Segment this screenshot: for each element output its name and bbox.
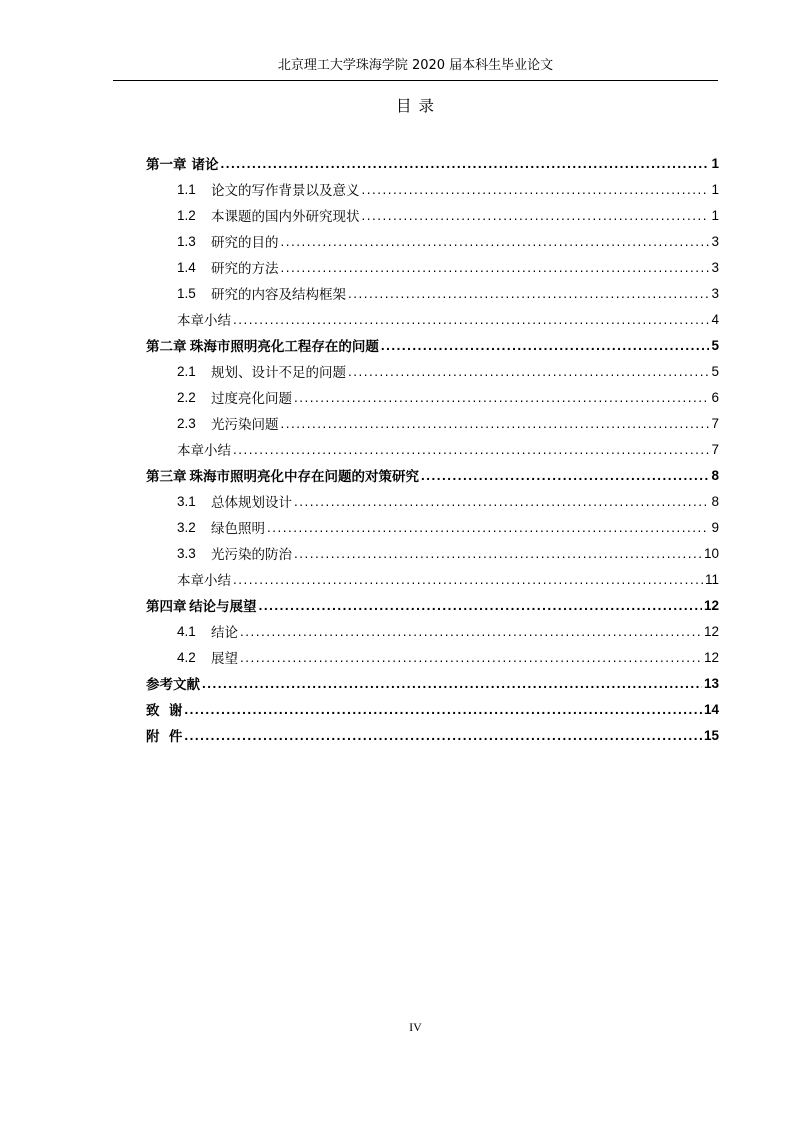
toc-number: 3.1 [177,493,196,509]
toc-label: 总体规划设计 [211,495,292,511]
page-number: IV [409,1020,422,1034]
toc-leader [221,156,710,171]
toc-entry[interactable] [146,280,719,306]
toc-page: 7 [711,441,719,457]
toc-number: 第一章 [146,157,187,172]
toc-leader [421,468,710,483]
toc-page: 1 [711,207,719,223]
toc-number: 4.1 [177,623,196,639]
toc-page: 12 [703,649,719,665]
toc-entry[interactable] [146,540,719,566]
toc-number: 2.1 [177,363,196,379]
toc-leader [294,494,709,509]
toc-number: 1.3 [177,233,196,249]
toc-number: 1.1 [177,181,196,197]
toc-entry[interactable] [146,306,719,332]
toc-leader [348,286,709,301]
toc-label: 诸论 [191,157,219,173]
toc-number: 4.2 [177,649,196,665]
header-rule [113,80,718,81]
toc-page: 4 [711,311,719,327]
toc-entry[interactable] [146,358,719,384]
toc-page: 3 [711,259,719,275]
toc-leader [233,572,703,587]
toc-leader [362,182,710,197]
toc-entry[interactable] [146,644,719,670]
toc-entry[interactable] [146,592,719,618]
toc-page: 7 [711,415,719,431]
toc-entry[interactable] [146,514,719,540]
toc-leader [362,208,710,223]
toc-label: 参考文献 [146,677,200,693]
toc-page: 3 [711,233,719,249]
toc-entry[interactable] [146,150,719,176]
toc-label: 珠海市照明亮化中存在问题的对策研究 [189,469,419,485]
toc-page: 8 [711,493,719,509]
toc-label: 过度亮化问题 [211,391,292,407]
toc-label: 研究的方法 [211,261,279,277]
toc-leader [233,442,709,457]
toc-label: 论文的写作背景以及意义 [211,183,360,199]
toc-leader [294,546,702,561]
toc-leader [281,234,710,249]
toc-number: 3.3 [177,545,196,561]
toc-entry[interactable] [146,462,719,488]
toc-page: 12 [703,623,719,639]
toc-page: 13 [703,675,719,691]
toc-label: 本课题的国内外研究现状 [211,209,360,225]
toc-entry[interactable] [146,670,719,696]
toc-label: 研究的目的 [211,235,279,251]
toc-entry[interactable] [146,228,719,254]
toc-label: 本章小结 [177,313,231,329]
toc-title: 目 录 [396,97,435,115]
toc-label: 附 件 [146,729,183,745]
toc-entry[interactable] [146,722,719,748]
toc-leader [240,624,702,639]
toc-leader [281,416,710,431]
toc-number: 第二章 [146,339,187,354]
toc-label: 本章小结 [177,443,231,459]
toc-entry[interactable] [146,410,719,436]
toc-leader [202,676,702,691]
toc-label: 研究的内容及结构框架 [211,287,346,303]
toc-entry[interactable] [146,696,719,722]
toc-label: 光污染的防治 [211,547,292,563]
toc-entry[interactable] [146,384,719,410]
toc-number: 1.4 [177,259,196,275]
toc-leader [281,260,710,275]
toc-label: 规划、设计不足的问题 [211,365,346,381]
toc-number: 1.5 [177,285,196,301]
toc-page: 8 [711,467,719,483]
toc-page: 1 [711,155,719,171]
toc-entry[interactable] [146,488,719,514]
toc-entry[interactable] [146,254,719,280]
toc-page: 1 [711,181,719,197]
toc-number: 第四章 [146,599,187,614]
toc-number: 2.3 [177,415,196,431]
toc-leader [267,520,709,535]
toc-entry[interactable] [146,202,719,228]
toc-number: 1.2 [177,207,196,223]
toc-page: 5 [711,363,719,379]
toc-page: 11 [704,571,719,587]
toc-number: 2.2 [177,389,196,405]
toc-leader [184,702,702,717]
toc-label: 珠海市照明亮化工程存在的问题 [189,339,379,355]
toc-label: 光污染问题 [211,417,279,433]
toc-entry[interactable] [146,332,719,358]
toc-entry[interactable] [146,618,719,644]
toc-page: 15 [703,727,719,743]
toc-leader [240,650,702,665]
toc-label: 展望 [211,651,238,667]
toc-entry[interactable] [146,436,719,462]
toc-label: 本章小结 [177,573,231,589]
toc-number: 第三章 [146,469,187,484]
toc-page: 14 [703,701,719,717]
toc-leader [233,312,709,327]
toc-page: 5 [711,337,719,353]
toc-label: 结论 [211,625,238,641]
toc-page: 6 [711,389,719,405]
toc-number: 3.2 [177,519,196,535]
toc-leader [348,364,709,379]
running-header: 北京理工大学珠海学院 2020 届本科生毕业论文 [277,58,554,73]
toc-page: 12 [703,597,719,613]
toc-leader [184,728,702,743]
toc-label: 绿色照明 [211,521,265,537]
toc-leader [259,598,702,613]
toc-leader [381,338,710,353]
toc-page: 9 [711,519,719,535]
toc-entry[interactable] [146,566,719,592]
toc-page: 10 [703,545,719,561]
table-of-contents [146,150,719,748]
toc-page: 3 [711,285,719,301]
toc-label: 结论与展望 [189,599,257,615]
toc-leader [294,390,709,405]
toc-label: 致 谢 [146,703,183,719]
toc-entry[interactable] [146,176,719,202]
